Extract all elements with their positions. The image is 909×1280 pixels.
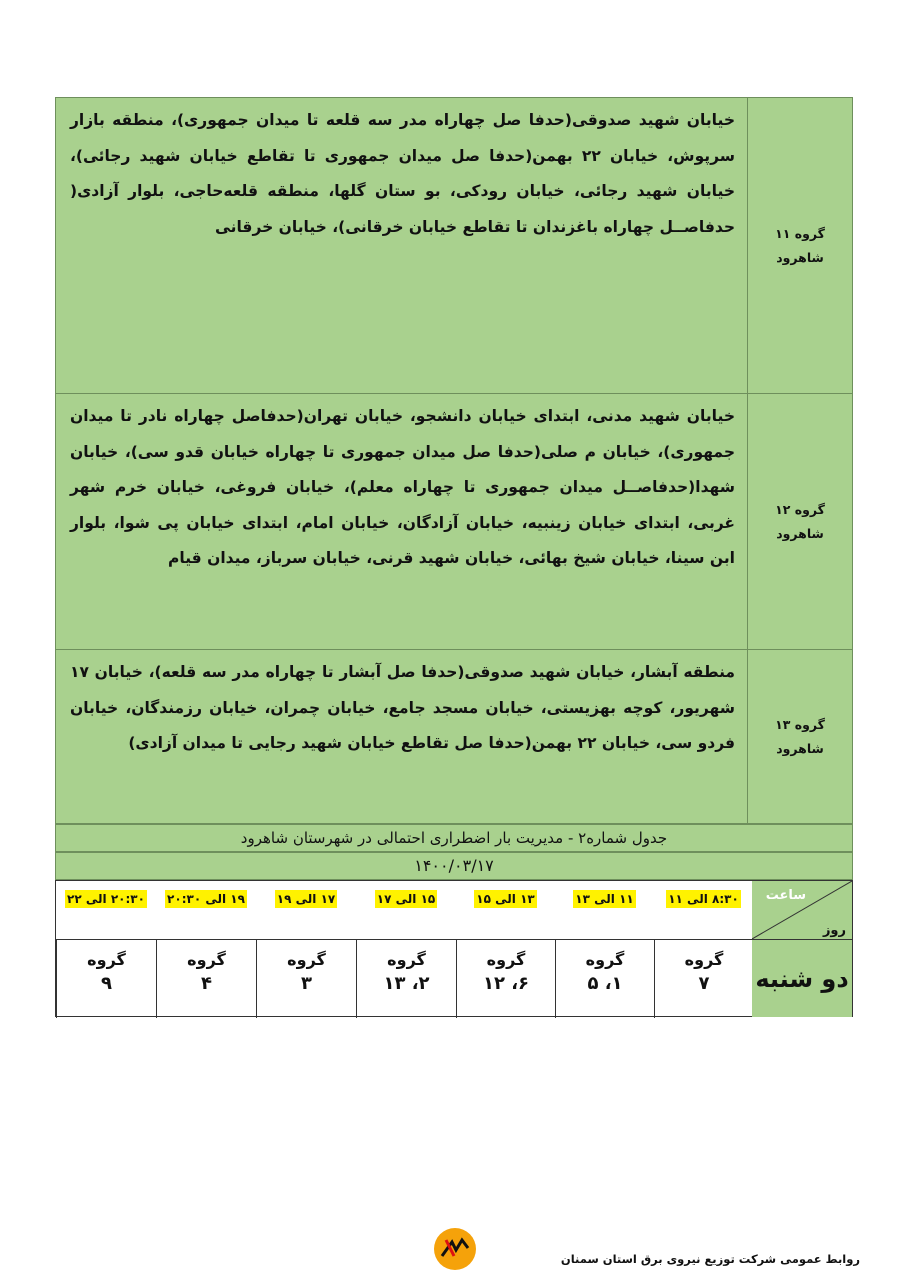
time-slot <box>555 888 654 910</box>
day-name: دو شنبه <box>752 939 852 1018</box>
group-numbers: ۳ <box>301 973 312 994</box>
group-numbers: ۷ <box>698 973 710 994</box>
group-areas: منطقه آبشار، خیابان شهید صدوقی(حدفا صل آبشار تا چهاراه مدر سه قلعه)، خیابان ۱۷ شهریور، کوچه بهزیستی، خیابان مسجد جامع، خیابان چمران، خیابان رزمندگان، خیابان فردو سی، خیابان ۲۲ بهمن(حدفا صل تقاطع خیابان شهید رجایی تا میدان آزادی) <box>56 650 748 824</box>
groups-row <box>56 939 753 1018</box>
groups-table <box>55 97 853 824</box>
time-slot <box>56 888 156 910</box>
group-numbers: ۶، ۱۲ <box>482 973 530 994</box>
group-word: گروه <box>684 950 724 969</box>
group-word: گروه <box>486 950 526 969</box>
group-city: شاهرود <box>776 249 824 265</box>
group-numbers: ۲، ۱۳ <box>383 973 430 994</box>
group-cell <box>456 940 555 1018</box>
group-number: گروه ۱۱ <box>775 225 825 241</box>
time-slot <box>654 888 753 910</box>
day-header: روز <box>822 923 846 938</box>
time-slot-label: ۲۰:۳۰ الی ۲۲ <box>67 892 145 906</box>
group-cell <box>356 940 456 1018</box>
group-city: شاهرود <box>776 740 824 756</box>
group-areas: خیابان شهید مدنی، ابتدای خیابان دانشجو، خیابان تهران(حدفاصل چهاراه نادر تا میدان جمهوری)، خیابان م صلی(حدفا صل میدان جمهوری تا چهاراه خیابان قدو سی)، خیابان شهدا(حدفاصــل میدان جمهوری تا چهاراه معلم)، خیابان فروغی، خیابان خرم شهر غربی، ابتدای خیابان زینبیه، خیابان آزادگان، خیابان امام، ابتدای خیابان پی شوا، بلوار ابن سینا، خیابان شیخ بهائی، خیابان شهید قرنی، خیابان سرباز، میدان قیام <box>56 394 748 650</box>
group-numbers: ۱، ۵ <box>587 973 623 994</box>
time-slot-label: ۱۷ الی ۱۹ <box>276 892 336 906</box>
schedule-title: جدول شماره۲ - مدیریت بار اضطراری احتمالی در شهرستان شاهرود <box>55 824 853 852</box>
time-slots-row <box>56 881 753 939</box>
group-word: گروه <box>187 950 226 969</box>
group-numbers: ۴ <box>201 973 212 994</box>
group-areas: خیابان شهید صدوقی(حدفا صل چهاراه مدر سه قلعه تا میدان جمهوری)، منطقه بازار سرپوش، خیابان ۲۲ بهمن(حدفا صل میدان جمهوری تا تقاطع خیابان شهید رجائی)، خیابان شهید رجائی، خیابان رودکی، بو ستان گلها، منطقه قلعه‌حاجی، بلوار آزادی( حدفاصــل چهاراه باغزندان تا تقاطع خیابان خرقانی)، خیابان خرقانی <box>56 98 748 394</box>
group-cell <box>555 940 654 1018</box>
group-cell <box>56 940 156 1018</box>
group-row <box>56 394 853 650</box>
footer-text: روابط عمومی شرکت توزیع نیروی برق استان سمنان <box>560 1252 860 1266</box>
corner-cell <box>752 881 852 1017</box>
group-word: گروه <box>87 950 126 969</box>
group-label <box>748 650 853 824</box>
hour-header: ساعت <box>765 888 806 903</box>
group-cell <box>256 940 356 1018</box>
group-number: گروه ۱۳ <box>775 716 825 732</box>
time-slot-label: ۱۳ الی ۱۵ <box>476 892 535 906</box>
time-slot-label: ۱۵ الی ۱۷ <box>376 892 436 906</box>
group-number: گروه ۱۲ <box>775 501 825 517</box>
group-word: گروه <box>287 950 326 969</box>
schedule-date: ۱۴۰۰/۰۳/۱۷ <box>55 852 853 880</box>
company-logo-icon <box>432 1226 478 1272</box>
group-cell <box>654 940 753 1018</box>
group-row <box>56 98 853 394</box>
group-word: گروه <box>585 950 625 969</box>
time-slot <box>156 888 256 910</box>
group-numbers: ۹ <box>101 973 112 994</box>
group-cell <box>156 940 256 1018</box>
schedule-table <box>55 880 853 1017</box>
time-slot-label: ۸:۳۰ الی ۱۱ <box>668 892 739 906</box>
time-slot <box>456 888 555 910</box>
time-slot <box>256 888 356 910</box>
time-slot-label: ۱۹ الی ۲۰:۳۰ <box>167 892 245 906</box>
group-row <box>56 650 853 824</box>
group-city: شاهرود <box>776 525 824 541</box>
time-slot <box>356 888 456 910</box>
group-word: گروه <box>387 950 426 969</box>
time-slot-label: ۱۱ الی ۱۳ <box>575 892 634 906</box>
group-label <box>748 394 853 650</box>
group-label <box>748 98 853 394</box>
